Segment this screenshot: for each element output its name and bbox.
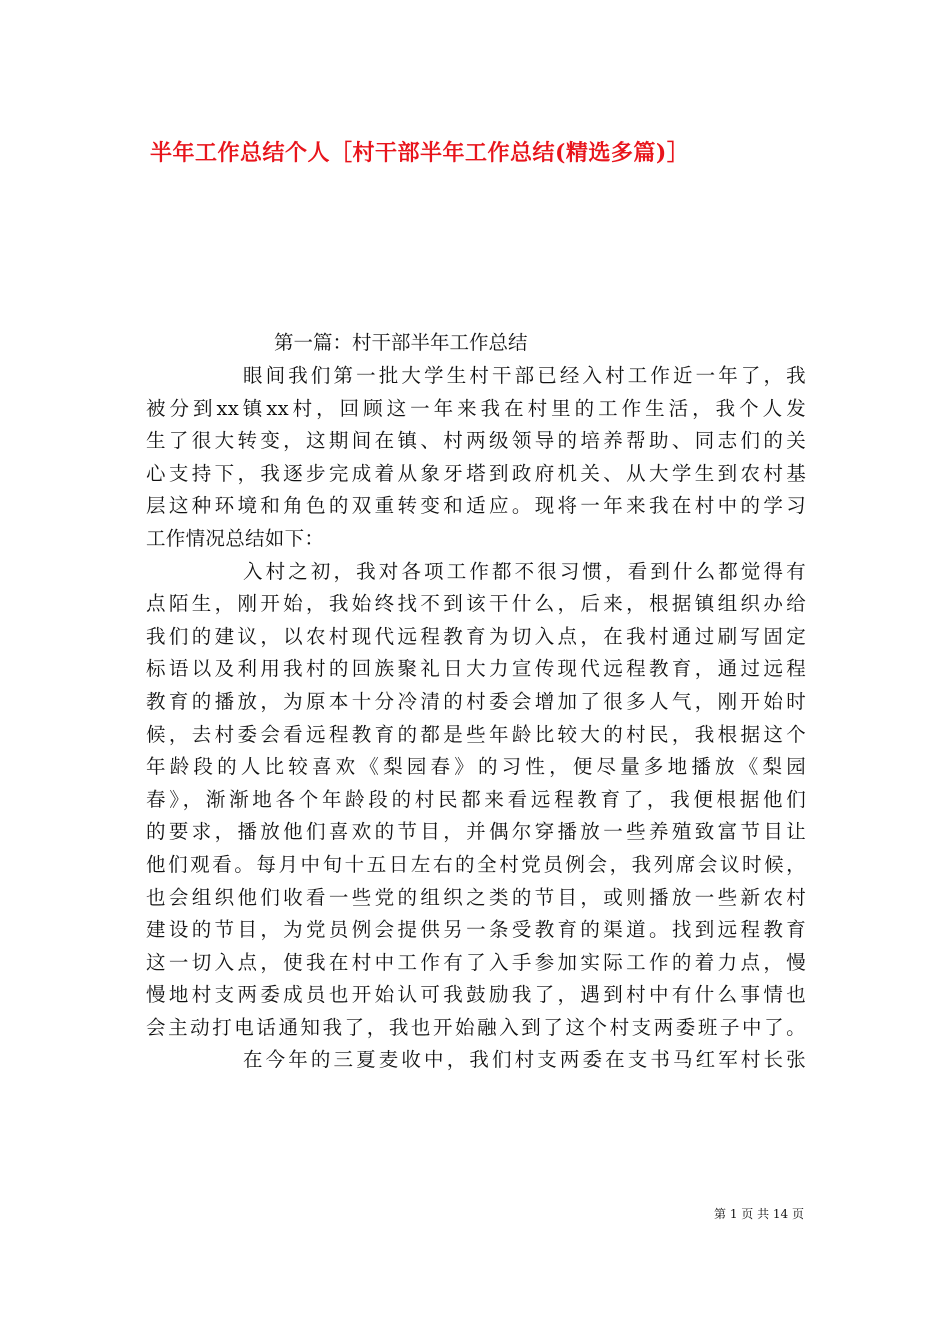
body-line: 这一切入点，使我在村中工作有了入手参加实际工作的着力点，慢 <box>146 950 806 974</box>
body-line: 我们的建议，以农村现代远程教育为切入点，在我村通过刷写固定 <box>146 624 806 648</box>
body-line: 被分到xx镇xx村，回顾这一年来我在村里的工作生活，我个人发 <box>146 396 806 420</box>
body-line: 慢地村支两委成员也开始认可我鼓励我了，遇到村中有什么事情也 <box>146 983 806 1007</box>
body-line: 心支持下，我逐步完成着从象牙塔到政府机关、从大学生到农村基 <box>146 461 806 485</box>
body-line: 他们观看。每月中旬十五日左右的全村党员例会，我列席会议时候， <box>146 852 806 876</box>
body-line: 年龄段的人比较喜欢《梨园春》的习性，便尽量多地播放《梨园 <box>146 755 806 779</box>
body-line: 生了很大转变，这期间在镇、村两级领导的培养帮助、同志们的关 <box>146 429 806 453</box>
section-heading: 第一篇：村干部半年工作总结 <box>274 331 528 354</box>
document-title: 半年工作总结个人［村干部半年工作总结(精选多篇)］ <box>150 140 690 166</box>
body-line: 标语以及利用我村的回族聚礼日大力宣传现代远程教育，通过远程 <box>146 657 806 681</box>
body-line: 在今年的三夏麦收中，我们村支两委在支书马红军村长张 <box>243 1048 806 1072</box>
body-line: 眼间我们第一批大学生村干部已经入村工作近一年了，我 <box>243 364 806 387</box>
body-line: 建设的节目，为党员例会提供另一条受教育的渠道。找到远程教育 <box>146 918 806 942</box>
body-line: 会主动打电话通知我了，我也开始融入到了这个村支两委班子中了。 <box>146 1015 806 1039</box>
body-line: 也会组织他们收看一些党的组织之类的节目，或则播放一些新农村 <box>146 885 806 909</box>
body-text <box>146 360 806 1077</box>
body-line: 候，去村委会看远程教育的都是些年龄比较大的村民，我根据这个 <box>146 722 806 746</box>
body-line: 点陌生，刚开始，我始终找不到该干什么，后来，根据镇组织办给 <box>146 592 806 616</box>
body-line: 春》，渐渐地各个年龄段的村民都来看远程教育了，我便根据他们 <box>146 787 806 811</box>
body-line: 工作情况总结如下： <box>146 526 325 550</box>
body-line: 层这种环境和角色的双重转变和适应。现将一年来我在村中的学习 <box>146 494 806 518</box>
page-footer: 第 1 页 共 14 页 <box>714 1207 804 1221</box>
body-line: 入村之初，我对各项工作都不很习惯，看到什么都觉得有 <box>243 559 806 583</box>
body-line: 教育的播放，为原本十分冷清的村委会增加了很多人气，刚开始时 <box>146 689 806 713</box>
body-line: 的要求，播放他们喜欢的节目，并偶尔穿播放一些养殖致富节目让 <box>146 820 806 844</box>
